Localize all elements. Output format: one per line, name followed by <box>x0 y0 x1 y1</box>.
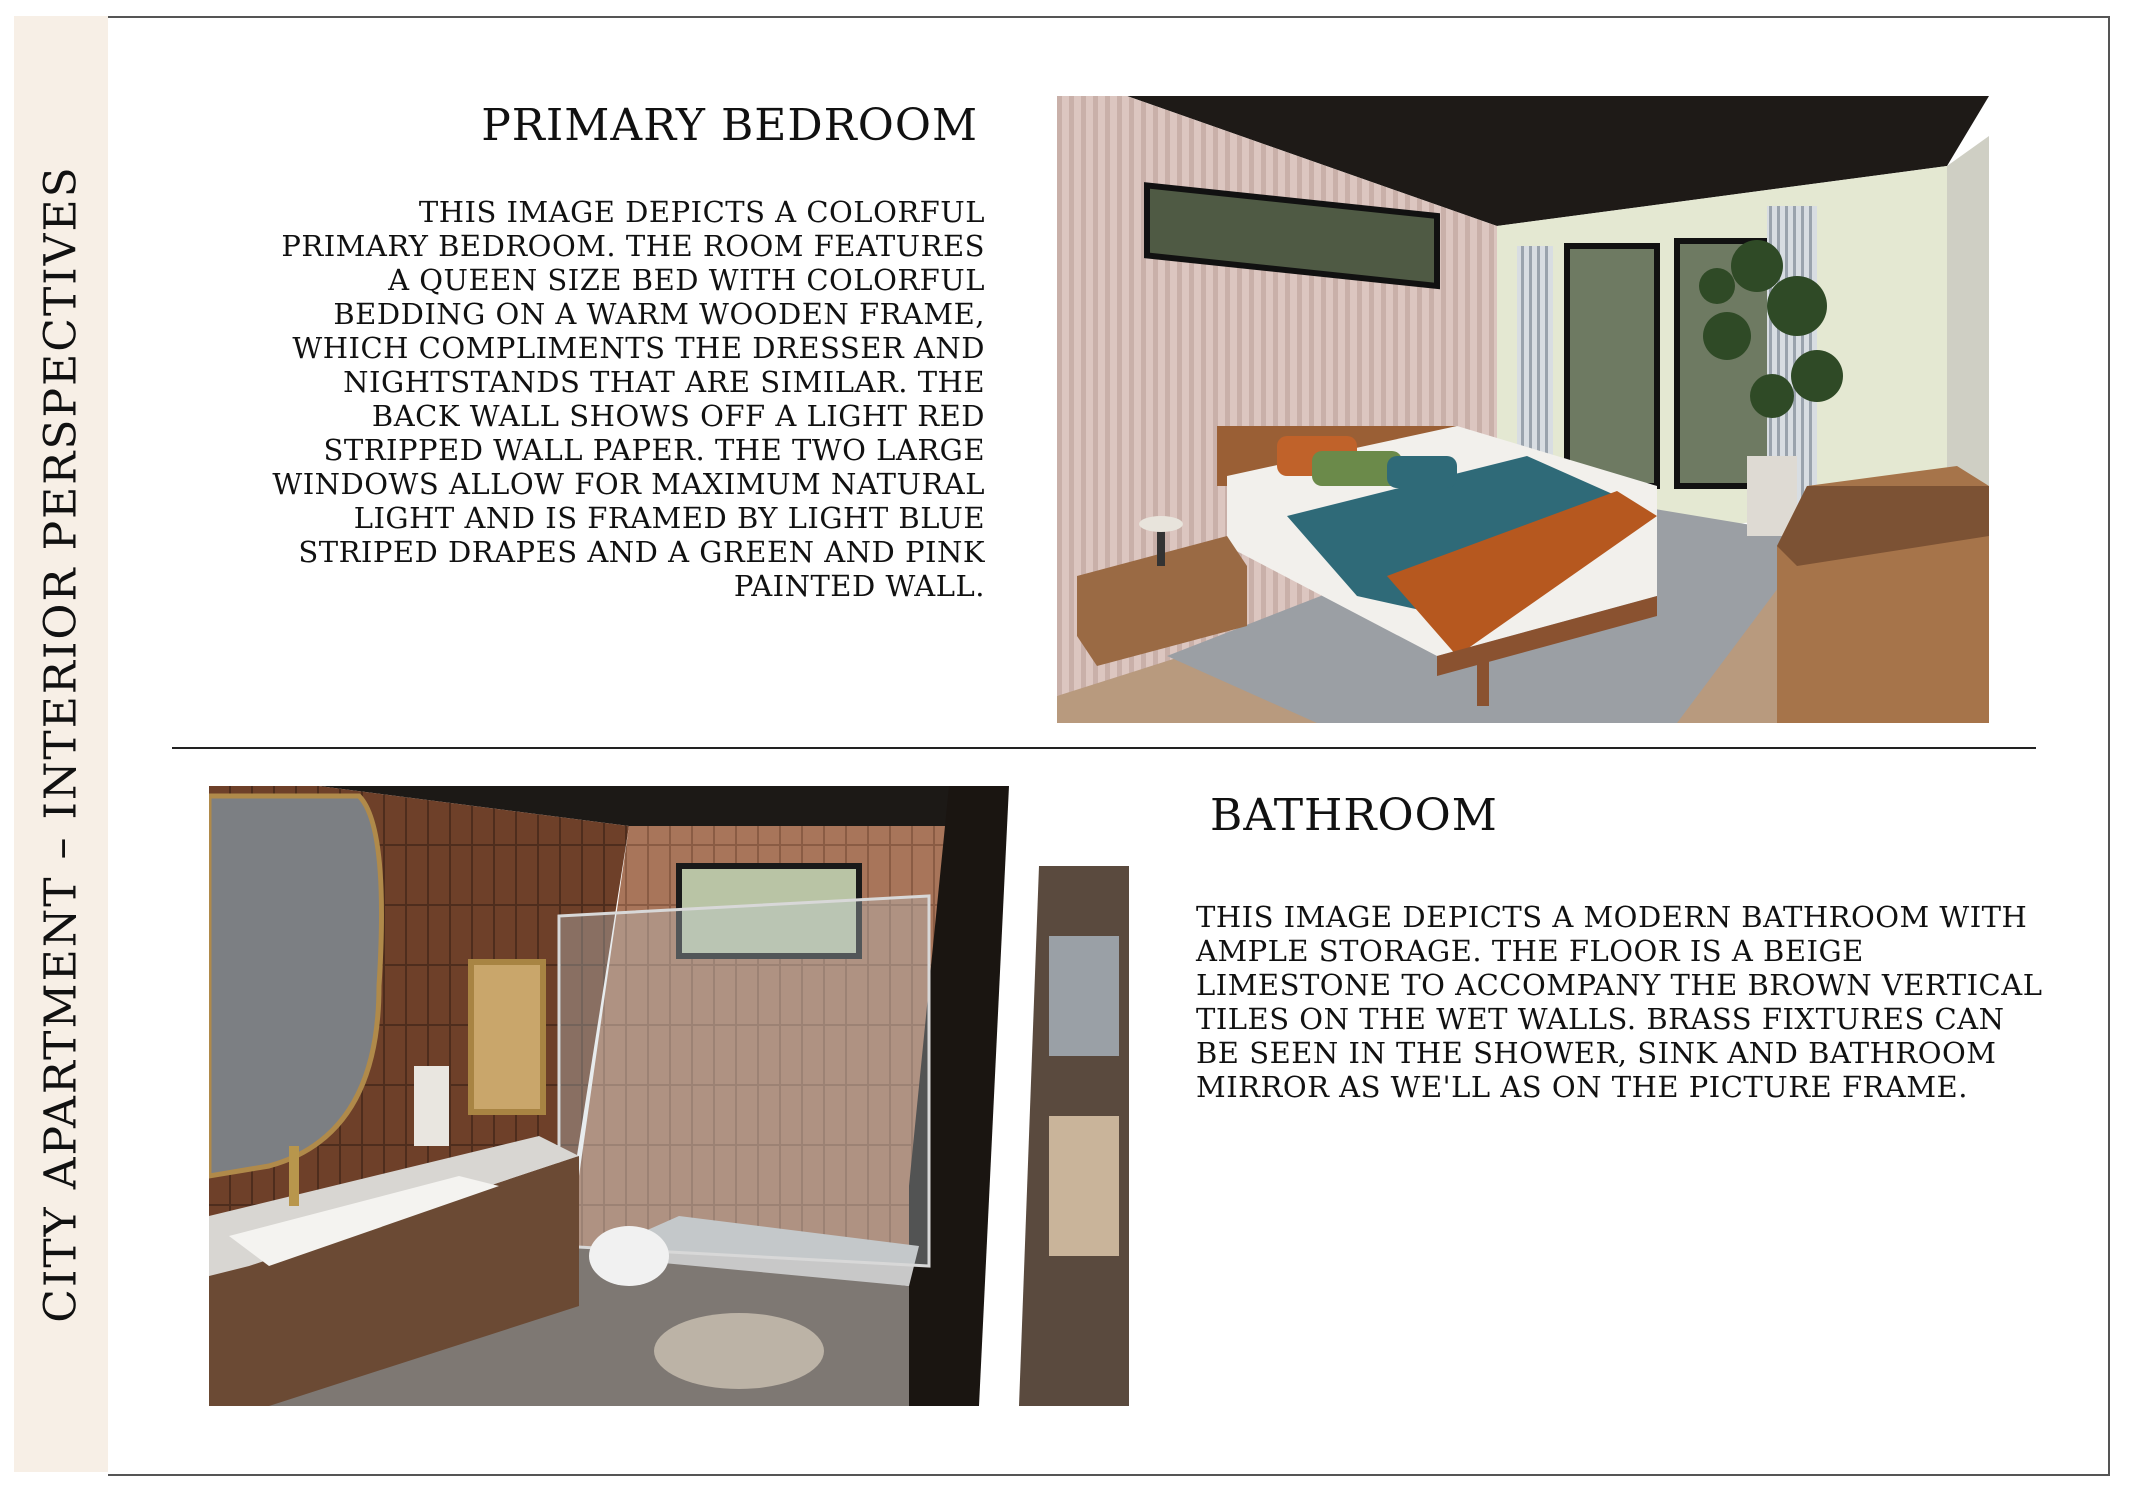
bathroom-render <box>209 786 1129 1406</box>
bathroom-description: THIS IMAGE DEPICTS A MODERN BATHROOM WITH AMPLE STORAGE. THE FLOOR IS A BEIGE LIMESTONE TO ACCOMPANY THE BROWN VERTICAL TILES ON THE WET WALLS. BRASS FIXTURES CAN BE SEEN IN THE SHOWER, SINK AND BATHROOM MIRROR AS WE'LL AS ON THE PICTURE FRAME. <box>1196 900 2043 1104</box>
bathroom-heading: BATHROOM <box>1210 790 1498 841</box>
bedroom-description: THIS IMAGE DEPICTS A COLORFUL PRIMARY BEDROOM. THE ROOM FEATURES A QUEEN SIZE BED WITH COLORFUL BEDDING ON A WARM WOODEN FRAME, WHICH COMPLIMENTS THE DRESSER AND NIGHTSTANDS THAT ARE SIMILAR. THE BACK WALL SHOWS OFF A LIGHT RED STRIPPED WALL PAPER. THE TWO LARGE WINDOWS ALLOW FOR MAXIMUM NATURAL LIGHT AND IS FRAMED BY LIGHT BLUE STRIPED DRAPES AND A GREEN AND PINK PAINTED WALL. <box>272 195 985 603</box>
bedroom-heading: PRIMARY BEDROOM <box>481 100 978 151</box>
sidebar-title: CITY APARTMENT – INTERIOR PERSPECTIVES <box>35 165 87 1323</box>
section-divider <box>172 747 2036 749</box>
bedroom-render <box>1057 96 1989 723</box>
